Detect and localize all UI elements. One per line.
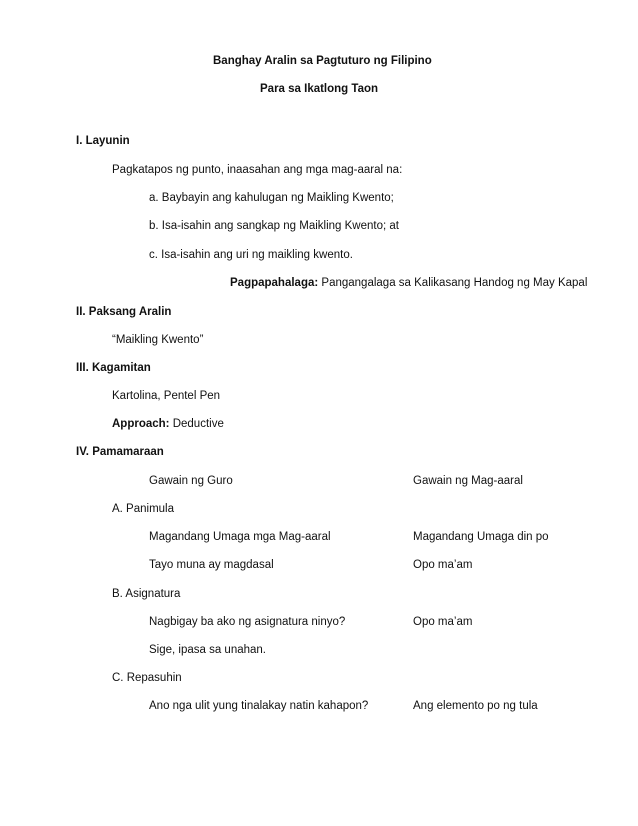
student-line: Opo ma’am xyxy=(413,559,473,571)
section-heading-kagamitan: III. Kagamitan xyxy=(76,362,151,374)
subsection-label-repasuhin: C. Repasuhin xyxy=(112,672,182,684)
pagpapahalaga-line xyxy=(230,276,587,290)
column-header-teacher: Gawain ng Guro xyxy=(149,475,233,487)
teacher-line: Tayo muna ay magdasal xyxy=(149,559,274,571)
pagpapahalaga-value: Pangangalaga sa Kalikasang Handog ng May Kapal xyxy=(321,277,588,289)
section-heading-paksang-aralin: II. Paksang Aralin xyxy=(76,306,172,318)
student-line: Opo ma’am xyxy=(413,616,473,628)
document-title: Banghay Aralin sa Pagtuturo ng Filipino xyxy=(213,55,432,67)
document-subtitle: Para sa Ikatlong Taon xyxy=(260,83,379,95)
section-heading-layunin: I. Layunin xyxy=(76,135,130,147)
layunin-intro: Pagkatapos ng punto, inaasahan ang mga mag-aaral na: xyxy=(112,164,403,176)
column-header-student: Gawain ng Mag-aaral xyxy=(413,475,523,487)
layunin-item: a. Baybayin ang kahulugan ng Maikling Kwento; xyxy=(149,192,394,204)
approach-label: Approach: xyxy=(112,418,170,430)
teacher-line: Sige, ipasa sa unahan. xyxy=(149,644,267,656)
teacher-line: Magandang Umaga mga Mag-aaral xyxy=(149,531,331,543)
section-heading-pamamaraan: IV. Pamamaraan xyxy=(76,446,164,458)
student-line: Ang elemento po ng tula xyxy=(413,700,538,712)
layunin-item: c. Isa-isahin ang uri ng maikling kwento. xyxy=(149,249,353,261)
subsection-label-panimula: A. Panimula xyxy=(112,503,175,515)
teacher-line: Ano nga ulit yung tinalakay natin kahapon? xyxy=(149,700,369,712)
paksang-aralin-topic: “Maikling Kwento” xyxy=(112,334,204,346)
kagamitan-materials: Kartolina, Pentel Pen xyxy=(112,390,221,402)
student-line: Magandang Umaga din po xyxy=(413,531,549,543)
approach-value: Deductive xyxy=(172,418,224,430)
pagpapahalaga-label: Pagpapahalaga: xyxy=(230,277,319,289)
approach-line xyxy=(112,417,224,431)
subsection-label-asignatura: B. Asignatura xyxy=(112,588,181,600)
teacher-line: Nagbigay ba ako ng asignatura ninyo? xyxy=(149,616,346,628)
layunin-item: b. Isa-isahin ang sangkap ng Maikling Kwento; at xyxy=(149,220,399,232)
